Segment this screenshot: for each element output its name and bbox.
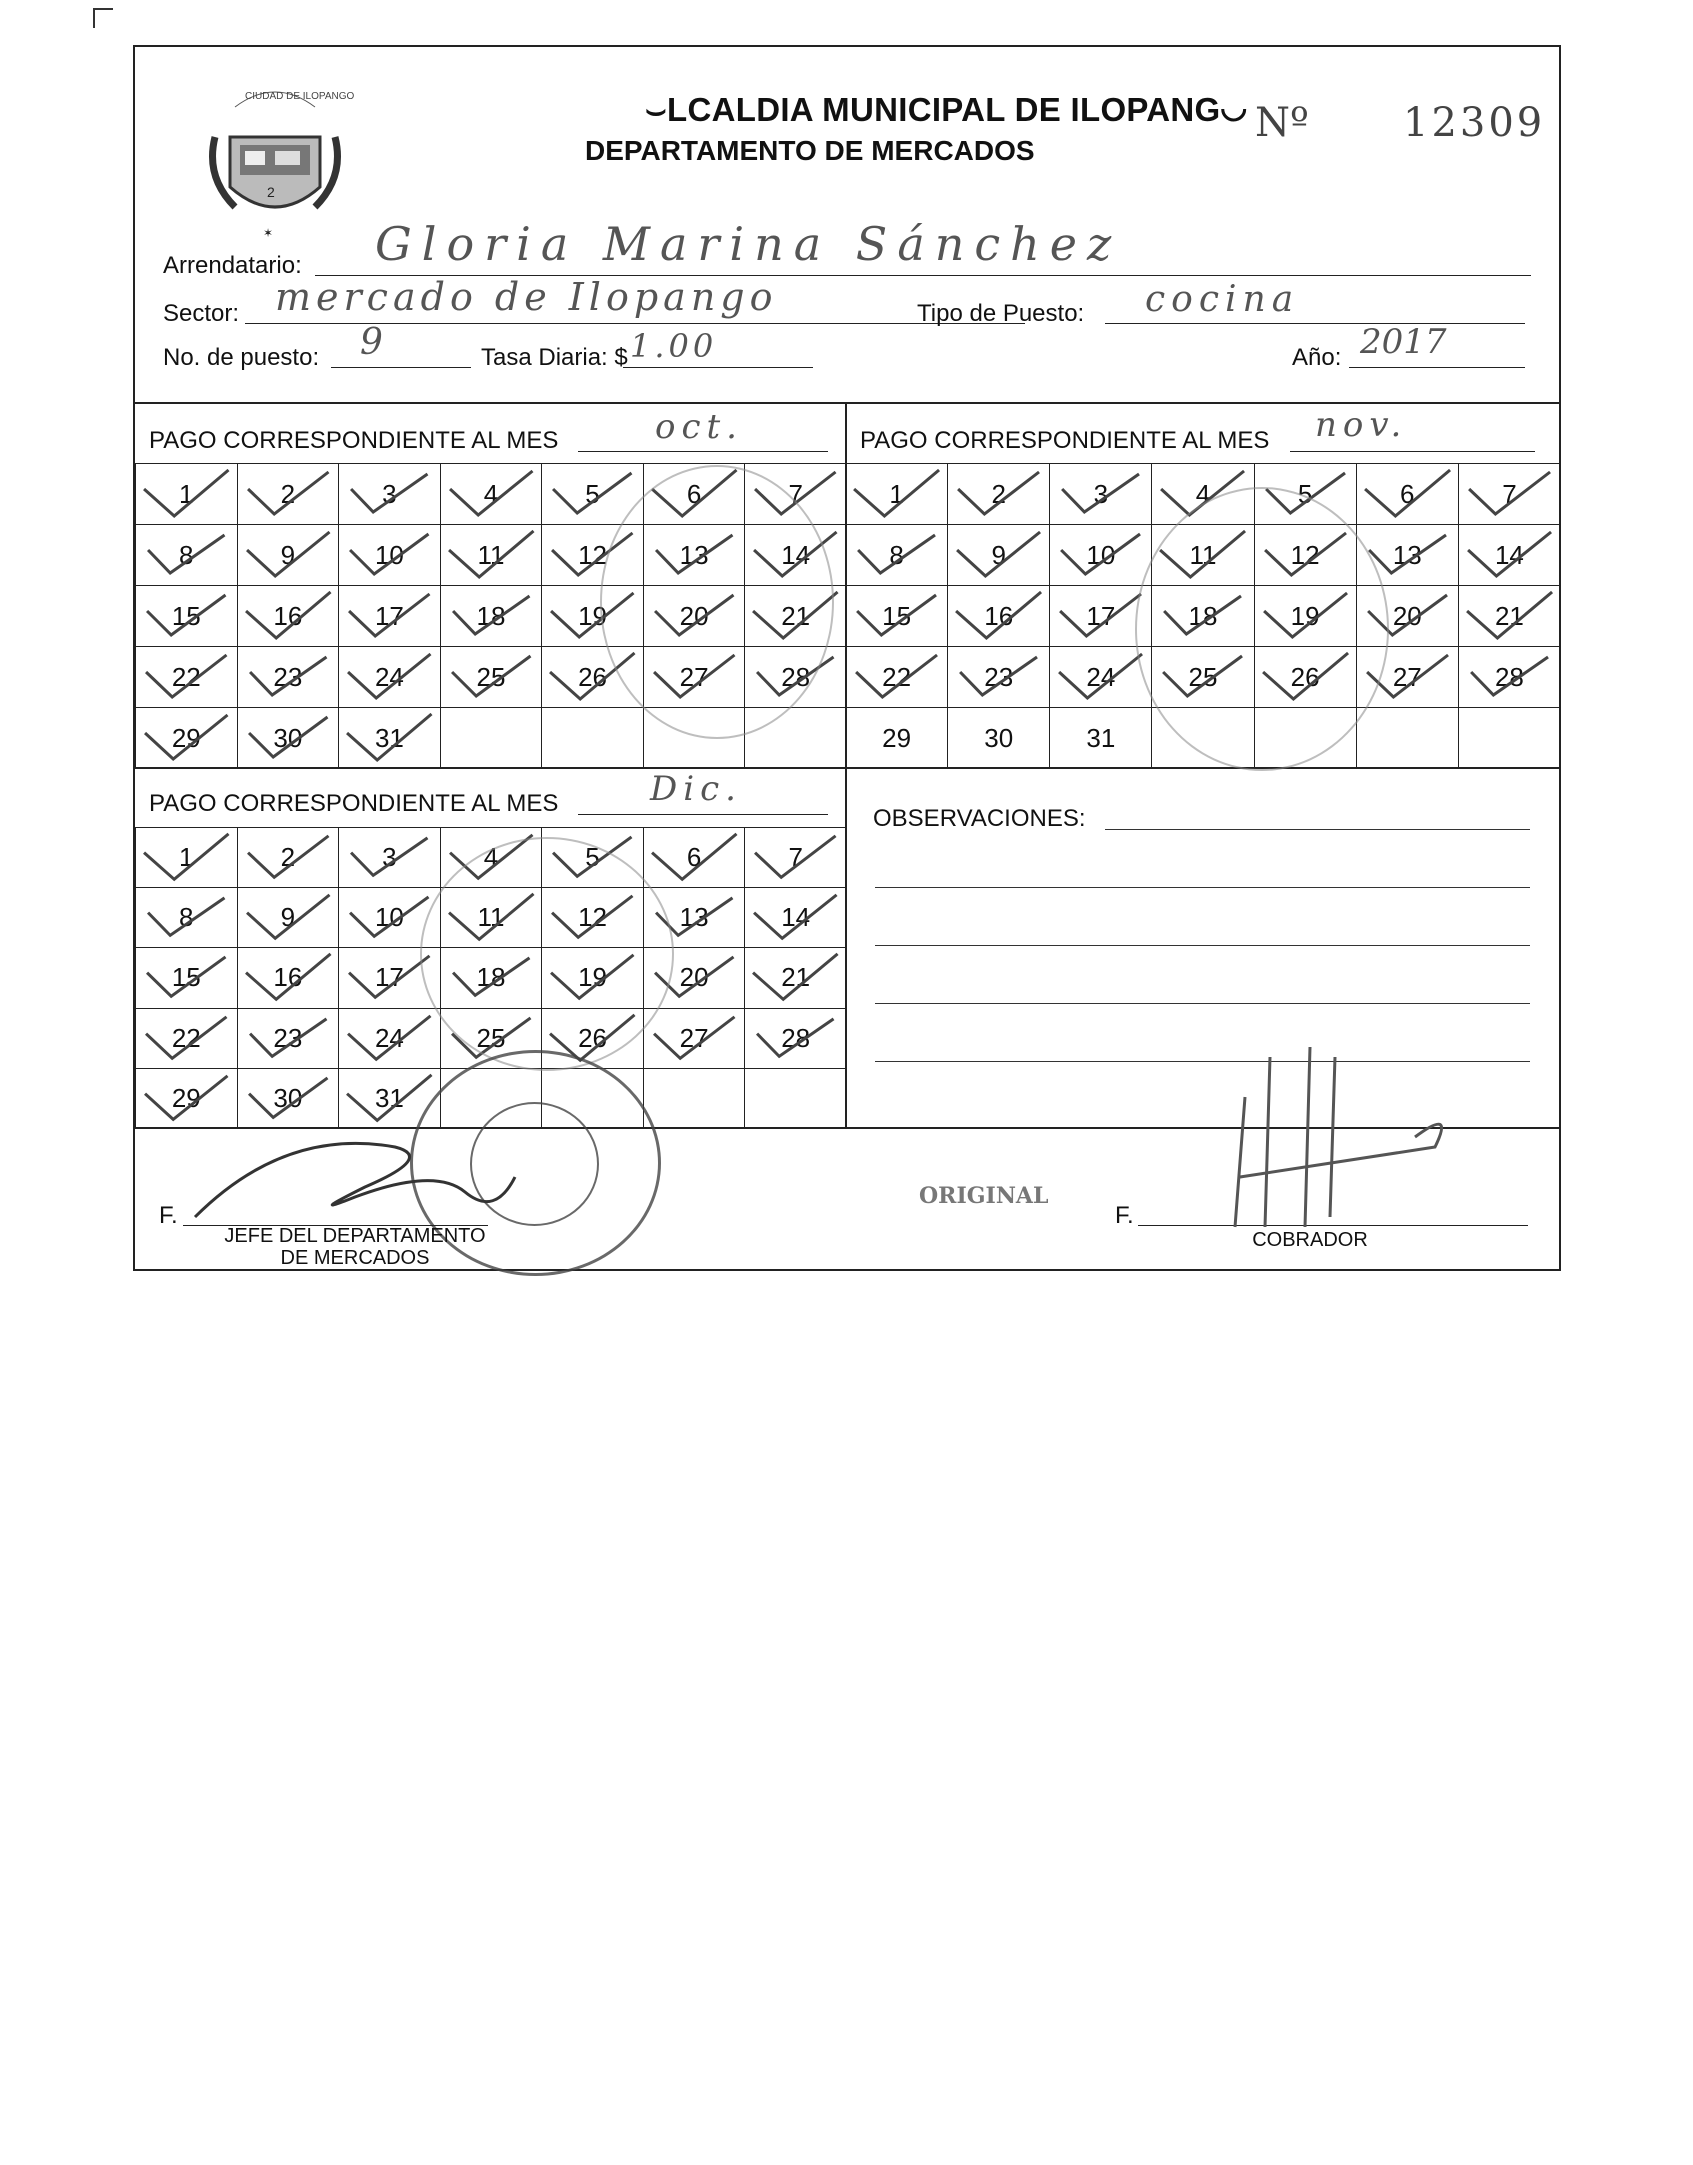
day-cell-27[interactable] xyxy=(643,1008,745,1068)
paid-check-mark xyxy=(948,525,1049,585)
jefe-caption-line1: JEFE DEL DEPARTAMENTO xyxy=(224,1225,486,1247)
tipo-puesto-line xyxy=(1105,323,1525,324)
paid-check-mark xyxy=(136,647,237,707)
paid-check-mark xyxy=(948,464,1049,524)
day-number: 20 xyxy=(1392,600,1422,631)
paid-check-mark xyxy=(1459,525,1560,585)
day-cell-16[interactable] xyxy=(237,586,339,647)
day-number: 6 xyxy=(686,478,702,509)
day-number: 4 xyxy=(483,478,499,509)
day-number: 14 xyxy=(781,539,811,570)
stamp-seal-dic xyxy=(420,837,674,1071)
day-cell-14[interactable] xyxy=(745,888,847,948)
day-number: 30 xyxy=(273,722,303,753)
day-number: 2 xyxy=(280,842,296,873)
day-number: 27 xyxy=(1392,661,1422,692)
paid-check-mark xyxy=(441,525,542,585)
day-number: 21 xyxy=(781,600,811,631)
header-title: ⌣LCALDIA MUNICIPAL DE ILOPANG◡ xyxy=(645,91,1248,128)
tasa-line xyxy=(623,367,813,368)
puesto-line xyxy=(331,367,471,368)
paid-check-mark xyxy=(238,525,339,585)
day-number: 11 xyxy=(477,539,505,570)
day-cell-15[interactable] xyxy=(136,948,238,1008)
paid-check-mark xyxy=(238,948,339,1007)
day-cell-9[interactable] xyxy=(237,525,339,586)
day-number: 12 xyxy=(1290,539,1320,570)
day-number: 9 xyxy=(280,539,296,570)
observaciones-line-3[interactable] xyxy=(875,945,1530,946)
observaciones-line-1[interactable] xyxy=(1105,829,1530,830)
day-number: 6 xyxy=(1400,478,1415,509)
paid-check-mark xyxy=(644,828,745,887)
day-cell-14[interactable] xyxy=(1458,525,1560,586)
sector-value[interactable]: mercado de Ilopango xyxy=(275,275,778,319)
day-number: 11 xyxy=(477,902,505,933)
month-nov-value[interactable]: nov. xyxy=(1315,405,1408,445)
day-number: 18 xyxy=(1188,600,1218,631)
day-cell-1[interactable] xyxy=(136,464,238,525)
day-number: 17 xyxy=(374,600,404,631)
day-number: 18 xyxy=(476,962,506,993)
day-number: 16 xyxy=(273,600,303,631)
day-cell-21[interactable] xyxy=(1458,586,1560,647)
day-number: 19 xyxy=(1290,600,1320,631)
sector-label: Sector: xyxy=(163,300,240,327)
day-cell-23[interactable] xyxy=(948,647,1050,708)
month-oct-value[interactable]: oct. xyxy=(655,407,743,447)
day-cell-6[interactable] xyxy=(1356,464,1458,525)
paid-check-mark xyxy=(745,948,846,1007)
day-cell-2[interactable] xyxy=(237,828,339,888)
day-cell-2[interactable] xyxy=(237,464,339,525)
day-number: 23 xyxy=(984,661,1014,692)
day-number: 3 xyxy=(1093,478,1109,509)
scan-corner-mark xyxy=(93,8,113,28)
day-number: 18 xyxy=(476,600,506,631)
paid-check-mark xyxy=(339,464,440,524)
day-number: 26 xyxy=(1290,661,1320,692)
day-number: 15 xyxy=(171,600,201,631)
day-number: 9 xyxy=(280,902,296,933)
paid-check-mark xyxy=(1459,586,1560,646)
logo-text: CIUDAD DE ILOPANGO xyxy=(245,91,355,102)
day-number: 15 xyxy=(171,962,201,993)
month-oct-line xyxy=(578,451,828,452)
day-cell-28[interactable] xyxy=(745,1008,847,1068)
day-cell-10[interactable] xyxy=(339,525,441,586)
svg-text:2: 2 xyxy=(267,184,275,200)
paid-check-mark xyxy=(136,1069,237,1128)
day-number: 31 xyxy=(374,722,404,753)
divider-months-top xyxy=(135,402,1559,404)
day-number: 14 xyxy=(1494,539,1524,570)
puesto-value[interactable]: 9 xyxy=(360,322,383,363)
paid-check-mark xyxy=(1050,464,1151,524)
paid-check-mark xyxy=(745,828,846,887)
paid-check-mark xyxy=(339,586,440,646)
day-number: 5 xyxy=(585,842,600,873)
day-number: 9 xyxy=(991,539,1006,570)
day-cell-1[interactable] xyxy=(136,828,238,888)
day-number: 24 xyxy=(1086,661,1116,692)
day-number: 10 xyxy=(374,539,404,570)
paid-check-mark xyxy=(238,888,339,947)
day-cell-8[interactable] xyxy=(136,525,238,586)
day-cell-22[interactable] xyxy=(846,647,948,708)
paid-check-mark xyxy=(136,948,237,1007)
month-oct-label: PAGO CORRESPONDIENTE AL MES xyxy=(149,427,559,454)
day-number: 4 xyxy=(483,842,499,873)
paid-check-mark xyxy=(1459,647,1560,707)
paid-check-mark xyxy=(339,647,440,707)
day-number: 7 xyxy=(1502,478,1517,509)
paid-check-mark xyxy=(1357,464,1458,524)
day-number: 7 xyxy=(788,842,803,873)
day-cell-8[interactable] xyxy=(136,888,238,948)
day-number: 13 xyxy=(1392,539,1422,570)
observaciones-line-2[interactable] xyxy=(875,887,1530,888)
day-number: 31 xyxy=(374,1082,404,1113)
day-cell-15[interactable] xyxy=(846,586,948,647)
day-number: 16 xyxy=(984,600,1014,631)
paid-check-mark xyxy=(238,828,339,887)
day-number: 5 xyxy=(585,478,600,509)
tasa-label: Tasa Diaria: $ xyxy=(481,344,628,371)
day-cell-1[interactable] xyxy=(846,464,948,525)
day-cell-29[interactable] xyxy=(846,708,948,769)
paid-check-mark xyxy=(339,708,440,768)
day-cell-3[interactable] xyxy=(339,464,441,525)
observaciones-line-5[interactable] xyxy=(875,1061,1530,1062)
paid-check-mark xyxy=(136,586,237,646)
paid-check-mark xyxy=(238,1009,339,1068)
day-number: 1 xyxy=(179,478,194,509)
signature-right-label: F. xyxy=(1115,1202,1134,1229)
day-number: 21 xyxy=(781,962,811,993)
day-number: 25 xyxy=(1188,661,1218,692)
day-number: 21 xyxy=(1494,600,1524,631)
day-number: 29 xyxy=(882,722,912,753)
day-cell-30[interactable] xyxy=(237,1068,339,1128)
day-cell-7[interactable] xyxy=(1458,464,1560,525)
day-number: 6 xyxy=(686,842,702,873)
day-cell-2[interactable] xyxy=(948,464,1050,525)
day-cell-30[interactable] xyxy=(948,708,1050,769)
day-number: 8 xyxy=(179,902,194,933)
signature-right-line[interactable] xyxy=(1138,1225,1528,1226)
day-number: 29 xyxy=(171,1082,201,1113)
day-number: 11 xyxy=(1189,539,1217,570)
paid-check-mark xyxy=(339,1009,440,1068)
day-number: 1 xyxy=(889,478,904,509)
day-number: 31 xyxy=(1086,722,1116,753)
day-cell-16[interactable] xyxy=(948,586,1050,647)
day-cell-9[interactable] xyxy=(237,888,339,948)
folio-label: Nº xyxy=(1255,100,1309,146)
day-number: 3 xyxy=(382,478,397,509)
paid-check-mark xyxy=(441,464,542,524)
original-stamp: ORIGINAL xyxy=(919,1183,1049,1209)
paid-check-mark xyxy=(644,1009,745,1068)
tipo-puesto-label: Tipo de Puesto: xyxy=(917,300,1085,327)
day-number: 22 xyxy=(882,661,912,692)
day-number: 28 xyxy=(781,1022,811,1053)
day-cell-11[interactable] xyxy=(440,525,542,586)
day-number: 27 xyxy=(679,1022,709,1053)
day-cell-3[interactable] xyxy=(339,828,441,888)
day-number: 16 xyxy=(273,962,303,993)
paid-check-mark xyxy=(846,647,947,707)
day-number: 20 xyxy=(679,962,709,993)
paid-check-mark xyxy=(339,525,440,585)
empty-cell xyxy=(643,1068,745,1128)
day-number: 24 xyxy=(374,661,404,692)
day-cell-23[interactable] xyxy=(237,1008,339,1068)
paid-check-mark xyxy=(846,525,947,585)
day-number: 17 xyxy=(374,962,404,993)
jefe-caption-line2: DE MERCADOS xyxy=(280,1247,430,1269)
day-cell-16[interactable] xyxy=(237,948,339,1008)
day-cell-8[interactable] xyxy=(846,525,948,586)
day-cell-21[interactable] xyxy=(745,948,847,1008)
day-number: 29 xyxy=(171,722,201,753)
day-cell-15[interactable] xyxy=(136,586,238,647)
header-subtitle: DEPARTAMENTO DE MERCADOS xyxy=(585,135,1035,166)
arrendatario-value[interactable]: Gloria Marina Sánchez xyxy=(375,217,1122,271)
day-cell-18[interactable] xyxy=(440,586,542,647)
empty-cell xyxy=(440,708,542,769)
day-cell-22[interactable] xyxy=(136,647,238,708)
day-number: 19 xyxy=(578,962,607,993)
day-number: 19 xyxy=(578,600,607,631)
day-number: 17 xyxy=(1086,600,1116,631)
paid-check-mark xyxy=(1459,464,1560,524)
paid-check-mark xyxy=(136,828,237,887)
day-number: 26 xyxy=(578,1022,607,1053)
day-cell-29[interactable] xyxy=(136,1068,238,1128)
day-cell-17[interactable] xyxy=(339,586,441,647)
paid-check-mark xyxy=(136,888,237,947)
municipal-seal-inner xyxy=(470,1102,599,1226)
puesto-label: No. de puesto: xyxy=(163,344,320,371)
day-number: 30 xyxy=(984,722,1014,753)
empty-cell xyxy=(1458,708,1560,769)
day-cell-4[interactable] xyxy=(440,464,542,525)
paid-check-mark xyxy=(441,647,542,707)
day-number: 10 xyxy=(1086,539,1116,570)
cobrador-caption: COBRADOR xyxy=(1252,1229,1368,1251)
day-cell-22[interactable] xyxy=(136,1008,238,1068)
day-number: 20 xyxy=(679,600,709,631)
payment-card xyxy=(133,45,1561,1271)
paid-check-mark xyxy=(948,586,1049,646)
signature-cobrador xyxy=(1235,1047,1442,1227)
day-number: 30 xyxy=(273,1082,303,1113)
month-nov-label: PAGO CORRESPONDIENTE AL MES xyxy=(860,427,1270,454)
paid-check-mark xyxy=(441,586,542,646)
day-cell-9[interactable] xyxy=(948,525,1050,586)
month-nov-line xyxy=(1290,451,1535,452)
day-number: 28 xyxy=(781,661,811,692)
paid-check-mark xyxy=(948,647,1049,707)
month-dic-line xyxy=(578,814,828,815)
tipo-puesto-value[interactable]: cocina xyxy=(1145,279,1300,320)
paid-check-mark xyxy=(136,464,237,524)
observaciones-label: OBSERVACIONES: xyxy=(873,805,1086,832)
day-number: 24 xyxy=(374,1022,404,1053)
day-cell-24[interactable] xyxy=(339,1008,441,1068)
day-number: 13 xyxy=(679,539,709,570)
day-cell-25[interactable] xyxy=(440,647,542,708)
paid-check-mark xyxy=(339,828,440,887)
day-number: 22 xyxy=(171,661,201,692)
paid-check-mark xyxy=(238,586,339,646)
paid-check-mark xyxy=(745,1009,846,1068)
signature-left-label: F. xyxy=(159,1202,178,1229)
jefe-caption xyxy=(205,1225,505,1269)
day-number: 1 xyxy=(179,842,194,873)
day-cell-7[interactable] xyxy=(745,828,847,888)
empty-cell xyxy=(745,1068,847,1128)
observaciones-line-4[interactable] xyxy=(875,1003,1530,1004)
paid-check-mark xyxy=(136,708,237,768)
day-number: 2 xyxy=(991,478,1006,509)
paid-check-mark xyxy=(136,525,237,585)
empty-cell xyxy=(542,708,644,769)
day-number: 23 xyxy=(273,661,303,692)
paid-check-mark xyxy=(1050,647,1151,707)
day-cell-24[interactable] xyxy=(339,647,441,708)
paid-check-mark xyxy=(1050,525,1151,585)
arrendatario-label: Arrendatario: xyxy=(163,252,302,279)
day-cell-23[interactable] xyxy=(237,647,339,708)
day-number: 12 xyxy=(578,539,607,570)
day-number: 5 xyxy=(1297,478,1313,509)
paid-check-mark xyxy=(238,708,339,768)
day-cell-31[interactable] xyxy=(1050,708,1152,769)
day-cell-29[interactable] xyxy=(136,708,238,769)
anio-label: Año: xyxy=(1292,344,1342,371)
day-number: 12 xyxy=(578,902,607,933)
empty-cell xyxy=(1356,708,1458,769)
stamp-seal-oct xyxy=(600,465,834,739)
day-number: 26 xyxy=(578,661,607,692)
paid-check-mark xyxy=(238,1069,339,1128)
day-cell-28[interactable] xyxy=(1458,647,1560,708)
day-number: 28 xyxy=(1494,661,1524,692)
municipal-logo xyxy=(175,67,375,247)
folio-number: 12309 xyxy=(1403,100,1546,146)
paid-check-mark xyxy=(846,586,947,646)
paid-check-mark xyxy=(745,888,846,947)
day-number: 3 xyxy=(382,842,397,873)
stamp-seal-nov xyxy=(1135,487,1389,771)
month-dic-value[interactable]: Dic. xyxy=(650,769,742,809)
day-number: 10 xyxy=(374,902,404,933)
day-number: 13 xyxy=(679,902,709,933)
day-number: 15 xyxy=(882,600,912,631)
day-cell-6[interactable] xyxy=(643,828,745,888)
day-number: 27 xyxy=(679,661,709,692)
anio-line xyxy=(1349,367,1525,368)
month-dic-label: PAGO CORRESPONDIENTE AL MES xyxy=(149,790,559,817)
day-cell-10[interactable] xyxy=(1050,525,1152,586)
paid-check-mark xyxy=(238,647,339,707)
day-number: 7 xyxy=(788,478,803,509)
day-number: 25 xyxy=(476,1022,506,1053)
day-number: 8 xyxy=(179,539,194,570)
paid-check-mark xyxy=(136,1009,237,1068)
day-number: 4 xyxy=(1195,478,1211,509)
day-cell-31[interactable] xyxy=(339,708,441,769)
anio-value[interactable]: 2017 xyxy=(1360,322,1447,362)
day-number: 25 xyxy=(476,661,506,692)
day-number: 22 xyxy=(171,1022,201,1053)
tasa-value[interactable]: 1.00 xyxy=(630,327,718,365)
day-number: 2 xyxy=(280,478,296,509)
svg-text:✶: ✶ xyxy=(263,226,274,240)
day-number: 23 xyxy=(273,1022,303,1053)
day-cell-3[interactable] xyxy=(1050,464,1152,525)
day-cell-30[interactable] xyxy=(237,708,339,769)
day-number: 14 xyxy=(781,902,811,933)
day-number: 8 xyxy=(889,539,904,570)
paid-check-mark xyxy=(238,464,339,524)
paid-check-mark xyxy=(846,464,947,524)
